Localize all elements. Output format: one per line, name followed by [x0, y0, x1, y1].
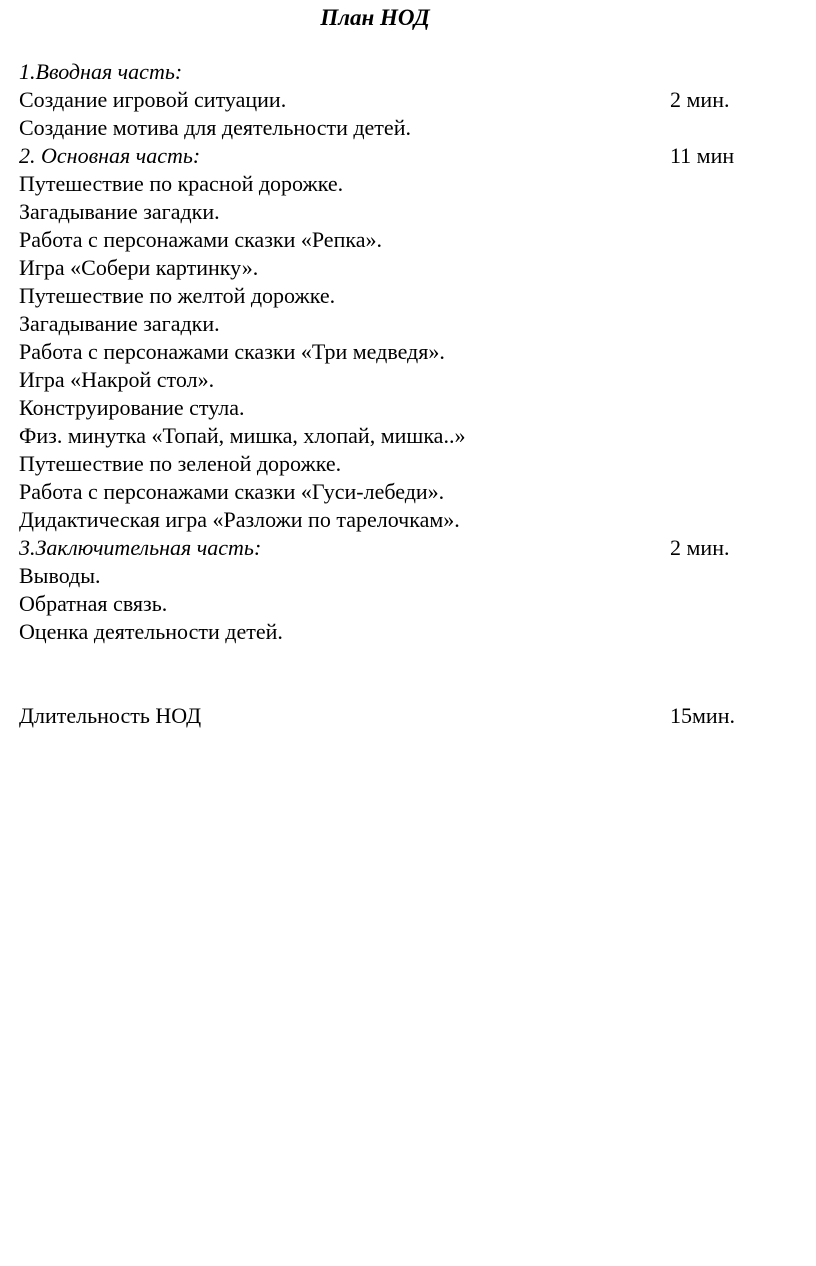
list-item — [19, 170, 779, 198]
list-item — [19, 226, 779, 254]
section-time: 11 мин — [670, 143, 735, 168]
duration-label: Длительность НОД — [19, 703, 202, 728]
item-text: Игра «Собери картинку». — [19, 255, 259, 280]
section-heading-text: 2. Основная часть: — [19, 143, 201, 168]
item-text: Работа с персонажами сказки «Репка». — [19, 227, 382, 252]
item-text: Оценка деятельности детей. — [19, 619, 283, 644]
plan-body — [19, 58, 779, 730]
item-text: Физ. минутка «Топай, мишка, хлопай, мишка..» — [19, 423, 466, 448]
list-item — [19, 590, 779, 618]
list-item — [19, 198, 779, 226]
section-heading-intro — [19, 58, 779, 86]
item-text: Игра «Накрой стол». — [19, 367, 215, 392]
list-item — [19, 338, 779, 366]
item-text: Выводы. — [19, 563, 101, 588]
item-text: Работа с персонажами сказки «Три медведя». — [19, 339, 445, 364]
list-item — [19, 562, 779, 590]
item-text: Путешествие по желтой дорожке. — [19, 283, 336, 308]
list-item — [19, 282, 779, 310]
list-item — [19, 450, 779, 478]
item-text: Путешествие по зеленой дорожке. — [19, 451, 342, 476]
list-item — [19, 394, 779, 422]
item-text: Конструирование стула. — [19, 395, 245, 420]
duration-value: 15мин. — [670, 703, 735, 728]
list-item — [19, 254, 779, 282]
list-item — [19, 366, 779, 394]
list-item — [19, 86, 779, 114]
section-heading-final — [19, 534, 779, 562]
section-heading-text: 1.Вводная часть: — [19, 59, 183, 84]
item-text: Работа с персонажами сказки «Гуси-лебеди». — [19, 479, 445, 504]
list-item — [19, 618, 779, 646]
item-text: Путешествие по красной дорожке. — [19, 171, 344, 196]
item-text: Создание игровой ситуации. — [19, 87, 287, 112]
item-text: Загадывание загадки. — [19, 311, 220, 336]
section-heading-text: 3.Заключительная часть: — [19, 535, 262, 560]
section-time: 2 мин. — [670, 535, 730, 560]
list-item — [19, 478, 779, 506]
section-heading-main — [19, 142, 779, 170]
blank-spacer — [19, 646, 779, 702]
list-item — [19, 422, 779, 450]
item-time: 2 мин. — [670, 87, 730, 112]
list-item — [19, 506, 779, 534]
duration-row — [19, 702, 779, 730]
item-text: Загадывание загадки. — [19, 199, 220, 224]
list-item — [19, 310, 779, 338]
item-text: Обратная связь. — [19, 591, 168, 616]
item-text: Создание мотива для деятельности детей. — [19, 115, 411, 140]
list-item — [19, 114, 779, 142]
page-title: План НОД — [320, 5, 430, 30]
item-text: Дидактическая игра «Разложи по тарелочкам». — [19, 507, 460, 532]
